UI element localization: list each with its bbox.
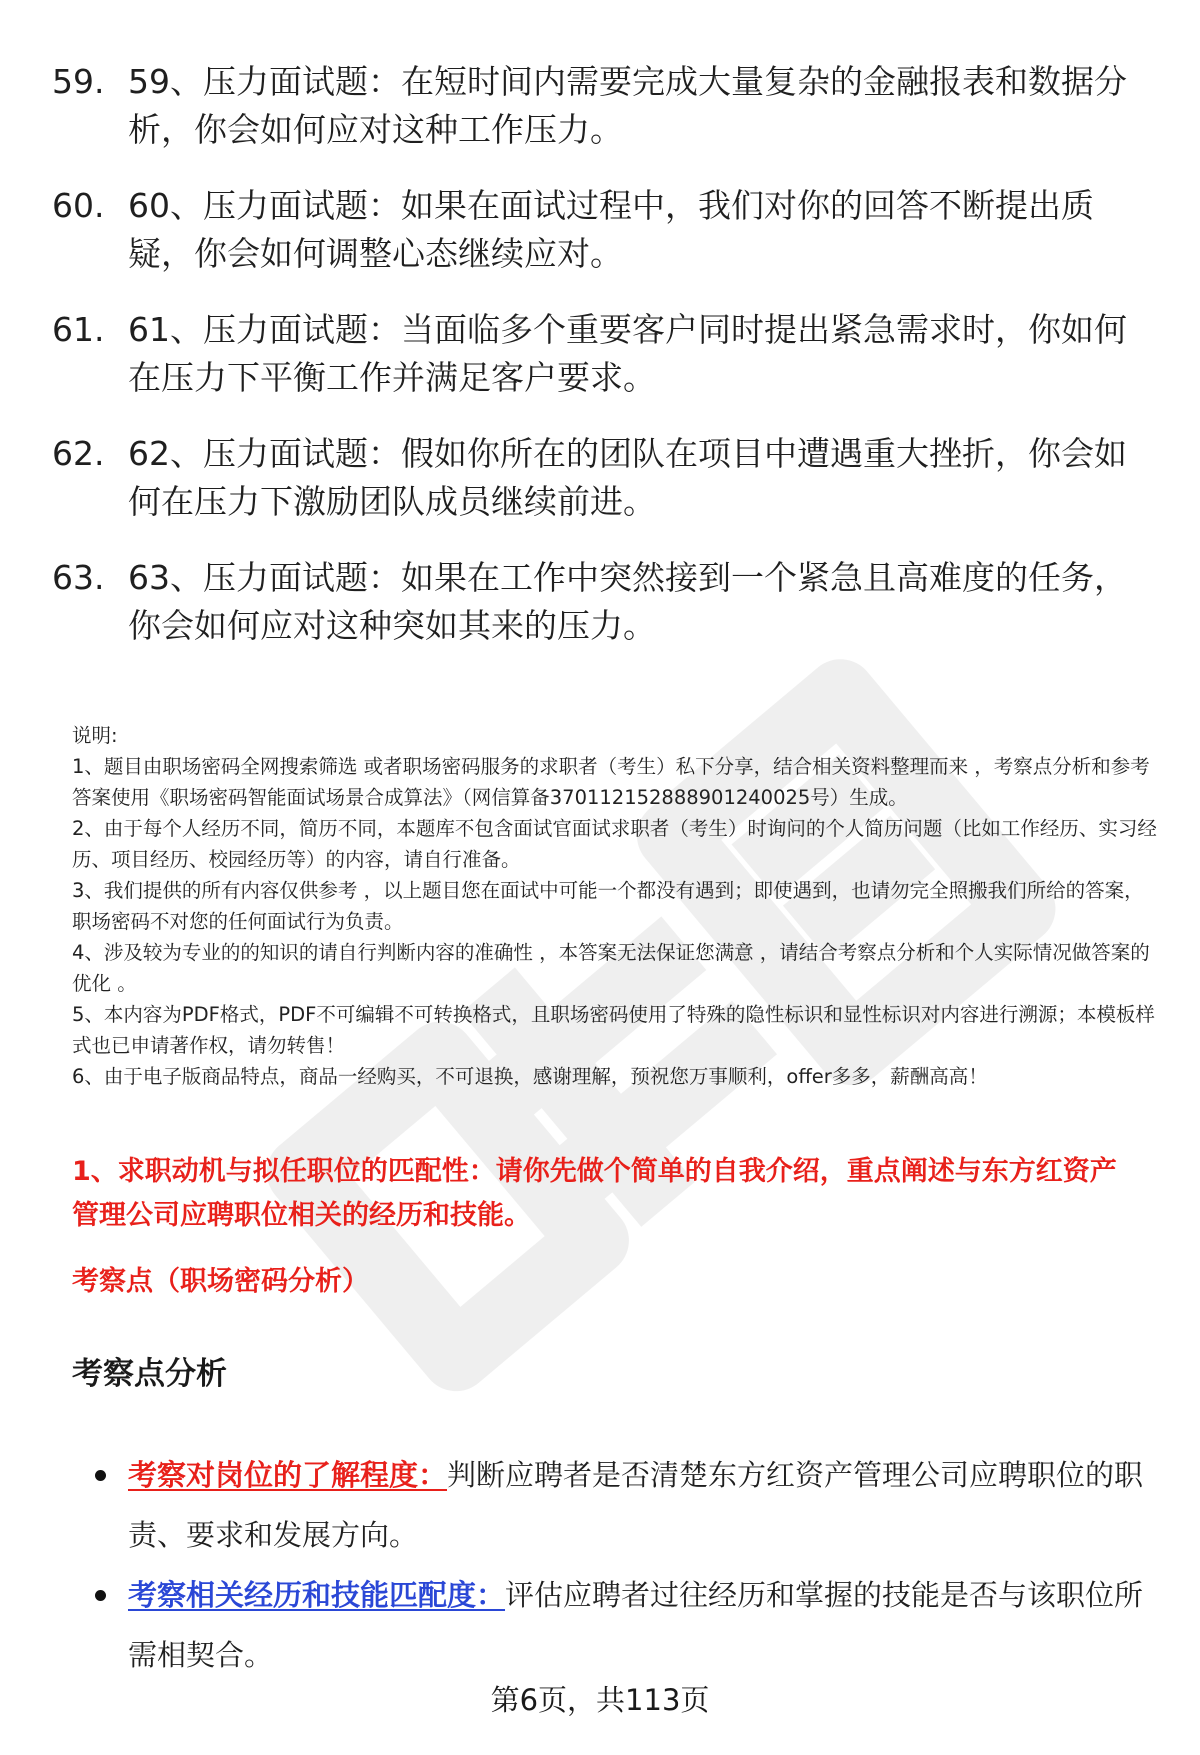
note-item: 6、由于电子版商品特点，商品一经购买，不可退换，感谢理解，预祝您万事顺利，offer多多，薪酬高高！ [72,1065,988,1088]
question-item [0,554,1200,650]
analysis-bullet-list [95,1445,1155,1685]
note-item: 5、本内容为PDF格式，PDF不可编辑不可转换格式，且职场密码使用了特殊的隐性标识和显性标识对内容进行溯源；本模板样式也已申请著作权，请勿转售！ [72,1003,1155,1057]
question-item [0,182,1200,278]
question-item [0,306,1200,402]
note-item: 2、由于每个人经历不同，简历不同，本题库不包含面试官面试求职者（考生）时询问的个人简历问题（比如工作经历、实习经历、项目经历、校园经历等）的内容，请自行准备。 [72,817,1157,871]
bullet-dot-icon [95,1470,106,1481]
question-text: 59、压力面试题：在短时间内需要完成大量复杂的金融报表和数据分析，你会如何应对这种工作压力。 [128,62,1127,149]
analysis-bullet [95,1565,1155,1685]
question-number: 62. [52,434,105,473]
analysis-bullet [95,1445,1155,1565]
section-heading: 考察点分析 [72,1356,227,1392]
question-number: 63. [52,558,105,597]
note-item: 1、题目由职场密码全网搜索筛选 或者职场密码服务的求职者（考生）私下分享，结合相关资料整理而来 ，考察点分析和参考答案使用《职场密码智能面试场景合成算法》（网信算备370112152888901240025号）生成。 [72,755,1150,809]
analysis-subheading: 考察点（职场密码分析） [72,1266,369,1297]
bullet-text: 判断应聘者是否清楚东方红资产管理公司应聘职位的职责、要求和发展方向。 [128,1458,1144,1552]
question-text: 63、压力面试题：如果在工作中突然接到一个紧急且高难度的任务，你会如何应对这种突如其来的压力。 [128,558,1127,645]
question-text: 60、压力面试题：如果在面试过程中，我们对你的回答不断提出质疑，你会如何调整心态继续应对。 [128,186,1094,273]
question-list [0,58,1200,678]
question-text: 61、压力面试题：当面临多个重要客户同时提出紧急需求时，你如何在压力下平衡工作并满足客户要求。 [128,310,1127,397]
question-item [0,58,1200,154]
bullet-label: 考察相关经历和技能匹配度： [128,1578,506,1612]
note-item: 3、我们提供的所有内容仅供参考 ，以上题目您在面试中可能一个都没有遇到；即使遇到，也请勿完全照搬我们所给的答案，职场密码不对您的任何面试行为负责。 [72,879,1144,933]
page-footer: 第6页，共113页 [490,1683,710,1717]
question-heading: 1、求职动机与拟任职位的匹配性：请你先做个简单的自我介绍，重点阐述与东方红资产管理公司应聘职位相关的经历和技能。 [72,1156,1117,1231]
notes-block [72,720,1162,1092]
bullet-dot-icon [95,1590,106,1601]
question-number: 59. [52,62,105,101]
notes-title: 说明: [72,724,118,747]
question-text: 62、压力面试题：假如你所在的团队在项目中遭遇重大挫折，你会如何在压力下激励团队成员继续前进。 [128,434,1127,521]
bullet-label: 考察对岗位的了解程度： [128,1458,448,1492]
question-number: 61. [52,310,105,349]
question-item [0,430,1200,526]
bullet-text: 评估应聘者过往经历和掌握的技能是否与该职位所需相契合。 [128,1578,1144,1672]
question-number: 60. [52,186,105,225]
note-item: 4、涉及较为专业的的知识的请自行判断内容的准确性 ，本答案无法保证您满意 ，请结合考察点分析和个人实际情况做答案的优化 。 [72,941,1150,995]
